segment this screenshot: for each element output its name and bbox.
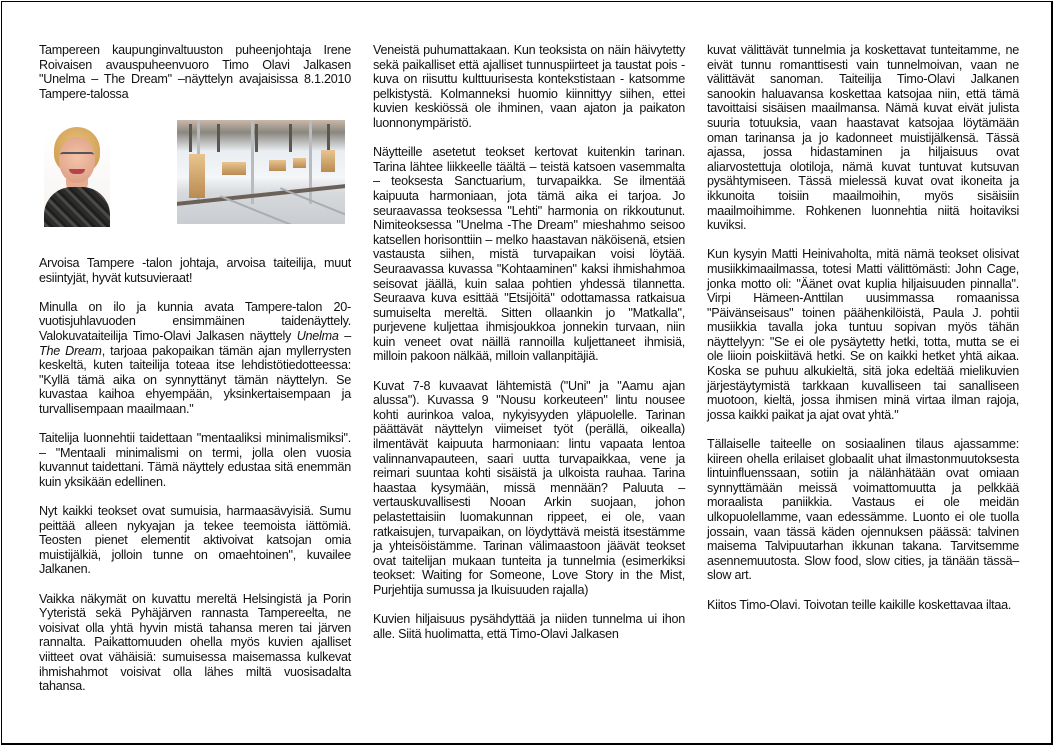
photo-tree xyxy=(289,124,292,152)
paragraph: Näytteille asetetut teokset kertovat kuitenkin tarinan. Tarina lähtee liikkeelle täältä – teistä katsoen vasemmalta – teoksesta Sanctuarium, turvapaikka. Se ilmentää kaipuuta harmoniaan, jota tämä aika ei tarjoa. Jo seuraavassa teoksessa "Lehti" harmonia on rikkoutunut. Nimiteoksessa "Unelma -The Dream" mieshahmo seisoo katsellen horisonttiin – melko haastavan näköisenä, etsien vastausta siihen, mistä turvapaikan voisi löytää. Seuraavassa kuvassa "Kohtaaminen" kaksi ihmishahmoa seisovat jäällä, kuin salaa pohtien yhdessä tilannetta. Seuraava kuva esittää "Etsijöitä" odottamassa ratkaisua sumuiselta mereltä. Sitten ollaankin jo "Matkalla", purjevene kuljettaa ihmisjoukkoa jonnekin turvaan, niin kuin veneet ovat näillä rannoilla kuljettaneet ihmisiä, milloin pakoon nälkää, milloin vallanpitäjiä. xyxy=(373,145,685,364)
text-run: , tarjoaa pakopaikan tämän ajan myllerrysten keskeltä, kuten taiteilija toteaa itse lehdistötiedotteessa: "Kyllä tämä aika on synnyttänyt tämän näyttelyn. Se kuvastaa kaihoa ehyempään, yksinkertaisempaan ja turvallisempaan maailmaan." xyxy=(39,343,351,416)
paragraph: Vaikka näkymät on kuvattu mereltä Helsingistä ja Porin Yyteristä sekä Pyhäjärven rannasta Tampereelta, ne voisivat olla yhtä hyvin mistä tahansa meren tai järven rannalta. Paikattomuuden ohella myös kuvien ajalliset viitteet ovat vähäisiä: sumuisessa maisemassa kulkevat ihmishahmot voisivat olla lähes miltä vuosisadalta tahansa. xyxy=(39,591,351,694)
paragraph: Veneistä puhumattakaan. Kun teoksista on näin häivytetty sekä paikalliset että ajalliset tunnuspiirteet ja taustat pois - kuva on riisuttu kulttuurisesta kontekstistaan - katsomme pelkistystä. Kolmanneksi huomio kiinnittyy siihen, ettei kuvien keskiössä ole ihminen, vaan ajaton ja paikaton luonnonympäristö. xyxy=(373,43,685,130)
artwork-print xyxy=(269,160,286,171)
portrait-glasses xyxy=(60,152,94,162)
paragraph: Kiitos Timo-Olavi. Toivotan teille kaikille koskettavaa iltaa. xyxy=(707,597,1012,612)
paragraph: Tällaiselle taiteelle on sosiaalinen tilaus ajassamme: kiireen ohella erilaiset globaalit uhat ilmastonmuutoksesta lintuinfluenssaan, sotiin ja nälänhätään ovat omiaan synnyttämään meissä voimattomuutta ja pelkkää moraalista paniikkia. Vastaus ei ole meidän ulkopuolellamme, vaan edessämme. Luonto ei ole tuolla jossain, vaan tässä käden ojennuksen päässä: talvinen maisema Talvipuutarhan ikkunan takana. Tarvitsemme asennemuutosta. Slow food, slow cities, ja tänään tässä– slow art. xyxy=(707,437,1019,583)
floor-line xyxy=(220,195,304,224)
text-run: Minulla on ilo ja kunnia avata Tampere-talon 20-vuotisjuhlavuoden ensimmäinen taidenäyttely. Valokuvataiteilija Timo-Olavi Jalkasen näyttely xyxy=(39,299,351,343)
window-mullion xyxy=(251,120,254,204)
document-page xyxy=(1,1,1053,745)
column-1 xyxy=(39,43,351,708)
column-3 xyxy=(707,43,1019,627)
portrait-body xyxy=(44,187,110,227)
photo-tree xyxy=(217,124,220,152)
artwork-print xyxy=(189,154,205,198)
paragraph: Kuvat 7-8 kuvaavat lähtemistä ("Uni" ja "Aamu ajan alussa"). Kuvassa 9 "Nousu korkeuteen" lintu nousee kohti aurinkoa valoa, nykyisyyden yläpuolelle. Tarinan päättävät näyttelyn viimeiset työt (perällä, oikealla) ilmentävät kaipuuta harmoniaan: lintu vapaata lentoa valinnanvapauteen, saari uutta turvapaikkaa, vene ja reimari suuntaa kohti sisäistä ja ulkoista rauhaa. Tarina haastaa kysymään, missä mennään? Paluuta – vertauskuvallisesti Nooan Arkin suojaan, johon pelastettaisiin luomakunnan rippeet, ei ole, vaan ratkaisujen, turvapaikan, on löydyttävä meistä itsestämme ja yhteisöistämme. Tarinan välimaastoon jäävät teokset ovat taitelijan mukaan tunteita ja tunnelmia (esimerkiksi teokset: Waiting for Someone, Love Story in the Mist, Purjehtija sumussa ja Ikuisuuden rajalla) xyxy=(373,378,685,597)
paragraph xyxy=(39,300,351,417)
artwork-print xyxy=(293,158,306,168)
paragraph: Arvoisa Tampere -talon johtaja, arvoisa taiteilija, muut esiintyjät, hyvät kutsuvieraat! xyxy=(39,255,351,285)
paragraph: Nyt kaikki teokset ovat sumuisia, harmaasävyisiä. Sumu peittää alleen nykyajan ja tekee teemoista iättömiä. Teosten pienet elementit aktivoivat katsojan omia muistijälkiä, jolloin tunne on omaehtoinen", kuvailee Jalkanen. xyxy=(39,504,351,577)
portrait-photo xyxy=(44,123,110,227)
exhibition-hall-photo xyxy=(177,120,345,224)
speech-intro: Tampereen kaupunginvaltuuston puheenjohtaja Irene Roivaisen avauspuheenvuoro Timo Olavi Jalkasen "Unelma – The Dream" –näyttelyn avajaisissa 8.1.2010 Tampere-talossa xyxy=(39,43,351,101)
paragraph: kuvat välittävät tunnelmia ja koskettavat tunteitamme, ne eivät tunnu romanttisesti vain tunnelmoivan, vaan ne välittävät sanoman. Taiteilija Timo-Olavi Jalkanen sanookin haluavansa koskettaa katsojaa niin, että tämä tavoittaisi sisäisen maailmansa. Nämä kuvat eivät julista suuria totuuksia, vaan haastavat katsojaa löytämään oman tarinansa ja jo kadonneet muistijälkensä. Tässä ajassa, jossa hidastaminen ja hiljaisuus ovat aliarvostettuja olotiloja, nämä kuvat tuntuvat kutsuvan pysähtymiseen. Tässä mielessä kuvat ovat ikoneita ja ikkunoita toisiin maailmoihin, myös sisäisiin maailmoihimme. Rohkenen luonnehtia niitä hoitaviksi kuviksi. xyxy=(707,43,1019,233)
photo-tree xyxy=(327,124,330,152)
portrait-mouth xyxy=(69,169,85,174)
column-2 xyxy=(373,43,685,656)
artwork-print xyxy=(222,162,246,175)
paragraph: Kuvien hiljaisuus pysähdyttää ja niiden tunnelma ui ihon alle. Siitä huolimatta, että Timo-Olavi Jalkasen xyxy=(373,612,685,641)
photo-tree xyxy=(255,124,258,152)
paragraph: Taitelija luonnehtii taidettaan "mentaaliksi minimalismiksi". – "Mentaali minimalismi on termi, jolla olen vuosia kuvannut taidettani. Tämä näyttely edustaa sitä enemmän kuin yksikään edellinen. xyxy=(39,431,351,489)
exhibition-title: Unelma – The Dream xyxy=(39,328,351,358)
paragraph: Kun kysyin Matti Heinivaholta, mitä nämä teokset olisivat musiikkimaailmassa, totesi Matti välittömästi: John Cage, jonka motto oli: "Äänet ovat kuplia hiljaisuuden pinnalla". Virpi Hämeen-Anttilan uusimmassa romaanissa "Päivänseisaus" toinen päähenkilöistä, Paula J. pohtii musiikkia tavalla joka tuntuu sopivan myös tähän näyttelyyn: "Se ei ole pysäytetty hetki, totta, mutta se ei ole liioin poiskiitävä hetki. Se on kaikki hetket yhtä aikaa. Koska se puhuu alkukieltä, sitä joka edeltää mielikuvien järjestäytymistä tarkkaan kuvalliseen tai sanalliseen muotoon, kieltä, jossa ihmisen minä virtaa ilman rajoja, jossa kaikki paikat ja ajat ovat yhtä." xyxy=(707,247,1019,422)
photo-tree xyxy=(189,124,192,152)
photo-row xyxy=(39,116,351,248)
floor-line xyxy=(280,187,345,223)
artwork-print xyxy=(321,150,335,172)
